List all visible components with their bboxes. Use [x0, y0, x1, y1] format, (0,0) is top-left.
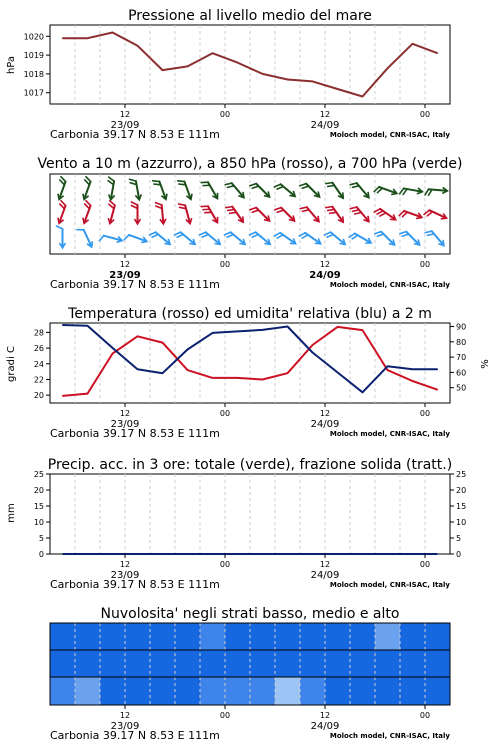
precip-gridlines	[75, 474, 425, 554]
pressure-y-label: hPa	[6, 55, 17, 75]
wind-barb	[77, 226, 94, 250]
cloud-cell	[300, 650, 325, 677]
wind-barb	[326, 202, 346, 225]
series-point	[262, 73, 263, 74]
cloud-cell	[100, 623, 125, 650]
series-point	[337, 372, 338, 373]
series-point	[387, 366, 388, 367]
wind-barb	[179, 202, 193, 226]
wind-barb	[425, 186, 448, 197]
y-tick-label: 24	[33, 359, 44, 369]
x-tick-label-hour: 12	[319, 110, 331, 119]
wind-barb	[178, 178, 194, 202]
y-tick-label: 1019	[23, 51, 44, 61]
series-point	[362, 329, 363, 330]
cloud-cell	[425, 677, 450, 705]
wind-barb	[399, 207, 423, 223]
wind-barb-feather	[155, 202, 161, 206]
wind-barb	[425, 227, 446, 250]
cloud-cell	[175, 650, 200, 677]
y-tick-label: 20	[33, 391, 44, 401]
cloud-cell	[200, 623, 225, 650]
y-tick-label-right: 80	[456, 337, 467, 347]
series-point	[187, 66, 188, 67]
series-point	[437, 553, 438, 554]
x-tick-label-hour: 00	[419, 560, 431, 569]
wind-barb	[225, 179, 246, 202]
wind-barb	[250, 179, 272, 201]
x-tick-label-hour: 12	[319, 711, 331, 720]
series-point	[137, 553, 138, 554]
cloud-cell	[50, 677, 75, 705]
wind-panel	[37, 156, 462, 291]
cloud-cell	[225, 677, 250, 705]
pressure-x-ticks	[111, 104, 431, 131]
wind-location: Carbonia 39.17 N 8.53 E 111m	[50, 278, 220, 291]
clouds-model-credit: Moloch model, CNR-ISAC, Italy	[329, 732, 450, 740]
series-point	[62, 38, 63, 39]
pressure-y-ticks	[24, 32, 50, 97]
y-tick-label: 25	[33, 470, 44, 479]
x-tick-label-hour: 12	[119, 110, 131, 119]
pressure-model-credit: Moloch model, CNR-ISAC, Italy	[329, 131, 450, 139]
wind-barb	[375, 227, 397, 249]
y-tick-label-right: 90	[456, 322, 467, 332]
cloud-cell	[350, 650, 375, 677]
series-point	[337, 553, 338, 554]
y-tick-label: 10	[33, 518, 44, 527]
series-point	[312, 352, 313, 353]
y-tick-label: 26	[33, 344, 44, 354]
series-point	[87, 393, 88, 394]
wind-barb	[400, 185, 423, 198]
series-point	[312, 344, 313, 345]
series-point	[437, 369, 438, 370]
cloud-cell	[250, 677, 275, 705]
cloud-cell	[50, 650, 75, 677]
x-tick-label-hour: 00	[219, 560, 231, 569]
series-point	[62, 553, 63, 554]
temperature-model-credit: Moloch model, CNR-ISAC, Italy	[329, 430, 450, 438]
y-tick-label-right: 60	[456, 368, 467, 378]
series-point	[212, 553, 213, 554]
cloud-cell	[425, 650, 450, 677]
y-tick-label: 1018	[23, 69, 44, 79]
x-tick-label-date: 23/09	[110, 721, 140, 732]
temperature-y-label: gradi C	[6, 346, 17, 382]
y-tick-label-right: 5	[456, 534, 462, 543]
x-tick-label-hour: 00	[419, 260, 431, 269]
x-tick-label-hour: 00	[419, 409, 431, 418]
x-tick-label-hour: 00	[219, 711, 231, 720]
series-point	[412, 43, 413, 44]
wind-title: Vento a 10 m (azzurro), a 850 hPa (rosso), a 700 hPa (verde)	[37, 156, 463, 172]
y-tick-label-right: 70	[456, 353, 467, 363]
wind-barb-feather	[57, 226, 63, 229]
wind-barb	[350, 203, 371, 226]
x-tick-label-hour: 12	[119, 260, 131, 269]
cloud-cell	[300, 677, 325, 705]
cloud-cell	[325, 623, 350, 650]
y-tick-label-right: 15	[456, 502, 467, 511]
wind-barb	[249, 228, 272, 249]
series-point	[162, 373, 163, 374]
series-point	[212, 332, 213, 333]
series-point	[162, 70, 163, 71]
x-tick-label-date: 24/09	[309, 270, 341, 281]
series-point	[262, 329, 263, 330]
wind-barb	[374, 183, 398, 199]
series-point	[287, 373, 288, 374]
temperature-location: Carbonia 39.17 N 8.53 E 111m	[50, 427, 220, 440]
wind-barb-feather	[178, 179, 185, 184]
series-point	[187, 553, 188, 554]
series-point	[387, 369, 388, 370]
wind-model-credit: Moloch model, CNR-ISAC, Italy	[329, 281, 450, 289]
series-point	[87, 553, 88, 554]
x-tick-label-hour: 12	[319, 560, 331, 569]
series-point	[137, 336, 138, 337]
x-tick-label-date: 23/09	[110, 120, 140, 131]
wind-barb	[99, 232, 123, 246]
cloud-cell	[225, 650, 250, 677]
cloud-cell	[375, 623, 400, 650]
y-tick-label-right: 50	[456, 383, 467, 393]
x-tick-label-date: 23/09	[109, 270, 141, 281]
x-tick-label-hour: 12	[319, 260, 331, 269]
x-tick-label-date: 24/09	[310, 570, 340, 581]
wind-barb	[130, 178, 143, 201]
y-tick-label: 28	[33, 328, 44, 338]
cloud-cell	[100, 650, 125, 677]
series-point	[362, 392, 363, 393]
wind-barb	[53, 177, 69, 201]
series-point	[287, 553, 288, 554]
series-point	[412, 369, 413, 370]
series-point	[237, 553, 238, 554]
wind-barb	[326, 178, 346, 201]
wind-barb	[155, 202, 166, 225]
wind-barb	[274, 229, 297, 249]
pressure-panel	[6, 8, 450, 141]
clouds-title: Nuvolosita' negli strati basso, medio e alto	[100, 606, 400, 622]
wind-barb	[324, 228, 347, 249]
series-point	[412, 553, 413, 554]
wind-barb	[132, 202, 141, 224]
x-tick-label-date: 23/09	[110, 570, 140, 581]
x-tick-label-date: 24/09	[310, 721, 340, 732]
wind-barb-feather	[77, 227, 84, 232]
cloud-cell	[375, 650, 400, 677]
wind-barb-feather	[130, 178, 136, 182]
wind-barb-feather	[153, 179, 160, 184]
wind-barb-feather	[425, 189, 429, 195]
cloud-cell	[325, 677, 350, 705]
series-point	[412, 380, 413, 381]
y-tick-label: 1020	[23, 32, 44, 42]
x-tick-label-hour: 12	[119, 409, 131, 418]
series-point	[237, 331, 238, 332]
precip-title: Precip. acc. in 3 ore: totale (verde), frazione solida (tratt.)	[47, 457, 453, 473]
wind-barb	[424, 206, 448, 223]
wind-barb	[57, 226, 66, 248]
precip-y-label: mm	[6, 503, 17, 523]
precip-panel	[6, 457, 466, 591]
wind-barb	[105, 177, 118, 200]
x-tick-label-hour: 12	[119, 711, 131, 720]
wind-barb	[199, 228, 222, 249]
cloud-cell	[300, 623, 325, 650]
cloud-cell	[75, 677, 100, 705]
wind-x-ticks	[109, 254, 430, 281]
series-point	[437, 53, 438, 54]
wind-barb	[149, 228, 172, 249]
wind-barb	[174, 228, 197, 249]
temperature-panel	[6, 306, 491, 440]
series-point	[287, 326, 288, 327]
x-tick-label-hour: 12	[319, 409, 331, 418]
cloud-cell	[425, 623, 450, 650]
wind-barb	[299, 229, 322, 249]
cloud-cell	[400, 677, 425, 705]
cloud-cell	[225, 623, 250, 650]
cloud-cell	[125, 623, 150, 650]
series-point	[362, 96, 363, 97]
series-point	[112, 553, 113, 554]
wind-barb	[53, 201, 69, 225]
cloud-cell	[125, 650, 150, 677]
series-point	[162, 342, 163, 343]
wind-barb	[274, 180, 297, 201]
precip-series	[62, 553, 438, 554]
cloud-cell	[400, 650, 425, 677]
clouds-x-ticks	[111, 705, 431, 732]
y-tick-label: 22	[33, 375, 44, 385]
x-tick-label-hour: 00	[419, 711, 431, 720]
wind-barb	[374, 205, 397, 225]
cloud-cell	[100, 677, 125, 705]
series-point	[312, 81, 313, 82]
cloud-cell	[125, 677, 150, 705]
cloud-cell	[50, 623, 75, 650]
series-point	[362, 553, 363, 554]
wind-barb-feather	[201, 180, 208, 186]
y-tick-label: 5	[38, 534, 44, 543]
wind-barb	[300, 179, 322, 201]
cloud-cell	[325, 650, 350, 677]
y-tick-label-right: 20	[456, 486, 467, 495]
wind-barbs	[53, 177, 447, 250]
series-point	[112, 32, 113, 33]
series-point	[187, 369, 188, 370]
precip-x-ticks	[111, 554, 431, 581]
series-point	[187, 349, 188, 350]
precip-location: Carbonia 39.17 N 8.53 E 111m	[50, 578, 220, 591]
y-tick-label: 0	[38, 550, 44, 559]
y-tick-label-right: 25	[456, 470, 467, 479]
precip-model-credit: Moloch model, CNR-ISAC, Italy	[329, 581, 450, 589]
humidity-y-ticks	[450, 323, 466, 393]
series-point	[337, 326, 338, 327]
cloud-cell	[400, 623, 425, 650]
wind-barb-feather	[201, 204, 208, 210]
wind-barb-feather	[179, 202, 186, 206]
cloud-cell	[75, 623, 100, 650]
series-point	[137, 45, 138, 46]
cloud-cell	[150, 677, 175, 705]
precip-y-ticks	[34, 470, 50, 559]
wind-barb	[153, 178, 169, 202]
y-tick-label: 15	[33, 502, 44, 511]
x-tick-label-date: 24/09	[310, 419, 340, 430]
x-tick-label-date: 24/09	[310, 120, 340, 131]
wind-barb	[400, 227, 422, 249]
series-point	[212, 377, 213, 378]
cloud-cell	[350, 623, 375, 650]
wind-barb	[349, 229, 373, 248]
wind-barb	[78, 201, 94, 225]
y-tick-label: 20	[33, 486, 44, 495]
temperature-gridlines	[75, 323, 425, 403]
series-point	[112, 353, 113, 354]
precip-y-ticks-right	[450, 470, 466, 559]
series-point	[87, 38, 88, 39]
series-point	[62, 395, 63, 396]
series-point	[112, 347, 113, 348]
x-tick-label-hour: 12	[119, 560, 131, 569]
cloud-cell	[375, 677, 400, 705]
series-point	[337, 88, 338, 89]
wind-barb	[250, 203, 272, 225]
cloud-cell	[275, 677, 300, 705]
wind-barb-feather	[132, 202, 138, 205]
wind-barb	[201, 202, 220, 226]
series-point	[262, 379, 263, 380]
pressure-title: Pressione al livello medio del mare	[128, 8, 372, 24]
wind-barb	[224, 228, 247, 249]
series-point	[237, 377, 238, 378]
wind-barb	[300, 203, 321, 226]
temperature-x-ticks	[111, 403, 431, 430]
x-tick-label-date: 23/09	[110, 419, 140, 430]
series-point	[237, 62, 238, 63]
cloud-cell	[275, 623, 300, 650]
wind-barb	[201, 178, 220, 202]
cloud-cell	[200, 677, 225, 705]
cloud-cell	[175, 623, 200, 650]
series-point	[212, 53, 213, 54]
cloud-cell	[250, 623, 275, 650]
cloud-cell	[75, 650, 100, 677]
wind-barb	[104, 201, 118, 225]
series-point	[437, 389, 438, 390]
y-tick-label-right: 10	[456, 518, 467, 527]
clouds-location: Carbonia 39.17 N 8.53 E 111m	[50, 729, 220, 742]
x-tick-label-hour: 00	[419, 110, 431, 119]
series-point	[162, 553, 163, 554]
series-point	[137, 369, 138, 370]
wind-barb	[275, 203, 297, 225]
cloud-cell	[150, 650, 175, 677]
wind-barb	[78, 177, 94, 201]
x-tick-label-hour: 00	[219, 260, 231, 269]
series-point	[62, 324, 63, 325]
series-point	[262, 553, 263, 554]
wind-barb	[350, 179, 371, 202]
cloud-cell	[175, 677, 200, 705]
temperature-title: Temperatura (rosso) ed umidita' relativa (blu) a 2 m	[68, 306, 432, 322]
cloud-cell	[200, 650, 225, 677]
y-tick-label: 1017	[23, 88, 44, 98]
series-point	[287, 79, 288, 80]
pressure-gridlines	[75, 25, 425, 104]
pressure-location: Carbonia 39.17 N 8.53 E 111m	[50, 128, 220, 141]
wind-barb	[226, 202, 246, 225]
humidity-y-label: %	[480, 359, 491, 369]
clouds-panel	[50, 606, 450, 742]
wind-barb	[124, 231, 148, 247]
series-point	[87, 325, 88, 326]
cloud-cell	[250, 650, 275, 677]
series-point	[312, 553, 313, 554]
cloud-cell	[150, 623, 175, 650]
cloud-cell	[275, 650, 300, 677]
cloud-cell	[350, 677, 375, 705]
series-point	[387, 553, 388, 554]
y-tick-label-right: 0	[456, 550, 462, 559]
x-tick-label-hour: 00	[219, 110, 231, 119]
temperature-y-ticks	[34, 328, 50, 400]
series-point	[387, 68, 388, 69]
x-tick-label-hour: 00	[219, 409, 231, 418]
